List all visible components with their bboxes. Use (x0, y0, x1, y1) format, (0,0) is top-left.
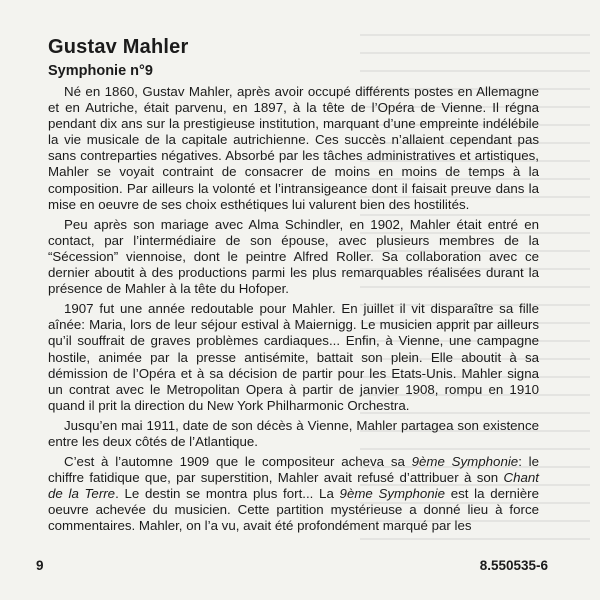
text-run: Jusqu’en mai 1911, date de son décès à Vienne, Mahler partagea son existence entre les deux côtés de l’Atlantique. (48, 417, 539, 449)
body-text (48, 84, 539, 535)
work-title: 9ème Symphonie (339, 486, 446, 502)
work-title: Chant de la Terre (48, 470, 539, 502)
page-title: Gustav Mahler (48, 36, 189, 58)
text-run: est la dernière oeuvre achevée du musicien. Cette partition mystérieuse a donné lieu à force commentaires. Mahler, on l’a vu, avait été profondément marqué par les (48, 486, 539, 534)
paragraph (48, 418, 539, 450)
text-run: Peu après son mariage avec Alma Schindler, en 1902, Mahler était entré en contact, par l’intermédiaire de son épouse, avec plusieurs membres de la “Sécession” viennoise, dont le peintre Alfred Roller. Sa collaboration avec ce dernier aboutit à des productions parmi les plus remarquables réalisées durant la présence de Mahler à la tête du Hofoper. (48, 216, 539, 297)
work-title: 9ème Symphonie (411, 454, 519, 470)
page-subtitle: Symphonie n°9 (48, 63, 153, 79)
paragraph (48, 84, 539, 213)
text-run: C’est à l’automne 1909 que le compositeur acheva sa (64, 454, 412, 470)
text-run: : le chiffre fatidique que, par superstition, Mahler avait refusé d’attribuer à son (48, 454, 539, 486)
paragraph (48, 301, 539, 414)
text-run: Né en 1860, Gustav Mahler, après avoir occupé différents postes en Allemagne et en Autriche, était parvenu, en 1897, à la tête de l’Opéra de Vienne. Il régna pendant dix ans sur la prestigieuse institution, marquant d’une empreinte indélébile la vie musicale de la capitale autrichienne. Ces succès n’allaient cependant pas sans contreparties négatives. Absorbé par les tâches administratives et artistiques, Mahler se voyait contraint de consacrer de moins en moins de temps à la composition. Par ailleurs la volonté et l’intransigeance dont il faisait preuve dans la mise en oeuvre de ses choix esthétiques lui valurent bien des hostilités. (48, 84, 539, 212)
paragraph (48, 217, 539, 297)
catalog-number: 8.550535-6 (479, 558, 548, 573)
page-number: 9 (36, 558, 44, 573)
text-run: . Le destin se montra plus fort... La (115, 486, 340, 502)
paragraph (48, 454, 539, 534)
text-run: 1907 fut une année redoutable pour Mahler. En juillet il vit disparaître sa fille aînée: Maria, lors de leur séjour estival à Maiernigg. Le musicien apprit par ailleurs qu’il souffrait de graves problèmes cardiaques... Enfin, à Vienne, une campagne hostile, animée par la presse antisémite, battait son plein. Elle aboutit à sa démission de l’Opéra et à sa décision de partir pour les Etats-Unis. Mahler signa un contrat avec le Metropolitan Opera à partir de janvier 1908, rompu en 1910 quand il prit la direction du New York Philharmonic Orchestra. (48, 301, 539, 413)
